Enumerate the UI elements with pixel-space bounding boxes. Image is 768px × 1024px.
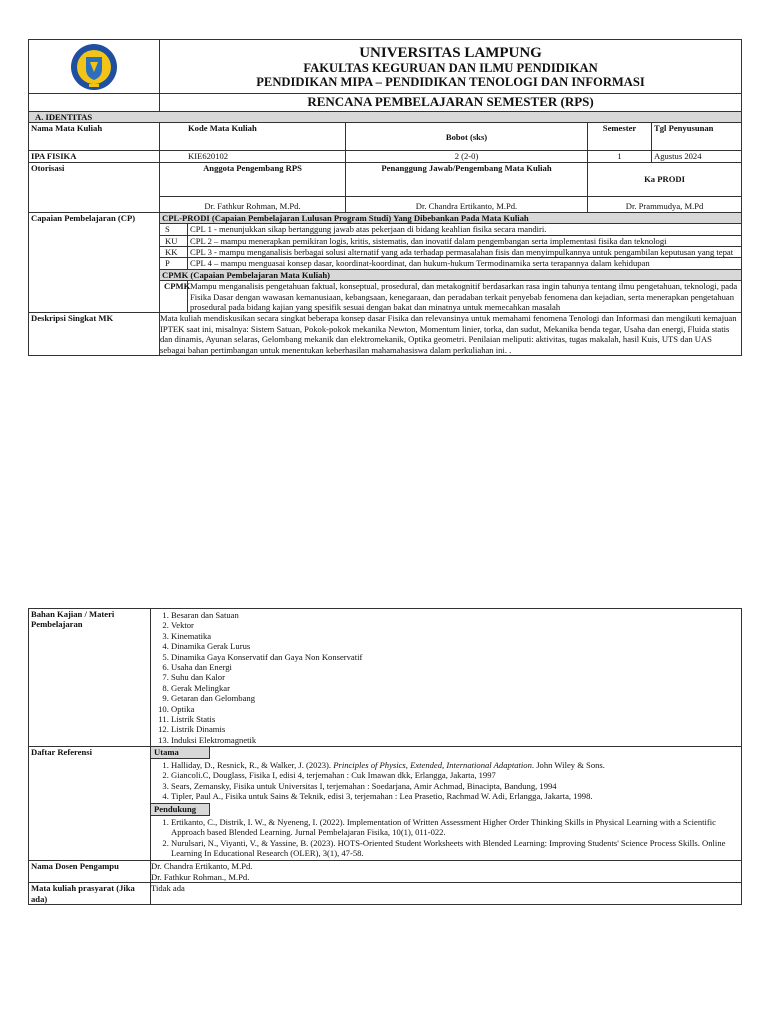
reference-item bbox=[171, 770, 741, 780]
cpl-text: CPL 1 - menunjukkan sikap bertanggung jawab atas pekerjaan di bidang keahlian fisika secara mandiri. bbox=[188, 224, 742, 235]
document-title: RENCANA PEMBELAJARAN SEMESTER (RPS) bbox=[160, 94, 742, 112]
bahan-item: 11. Listrik Statis bbox=[171, 714, 739, 724]
signer-penanggung-jawab: Dr. Chandra Ertikanto, M.Pd. bbox=[346, 196, 588, 212]
bahan-item: 7. Suhu dan Kalor bbox=[171, 672, 739, 682]
deskripsi-text: Mata kuliah mendiskusikan secara singkat beberapa konsep dasar Fisika dan relevansinya untuk memahami fenomena Tenologi dan Informasi dan mengikuti kemajuan IPTEK saat ini, misalnya: Sistem Satuan, Pokok-pokok mekanika Newton, Momentum linier, torka, dan sudut, Mekanika benda tegar, Usaha dan energi, Fluida statis dan dinamis, Ayunan selaras, Gelombang mekanik dan elektromekanik, Optika geometri. Penilaian meliputi: aktivitas, tugas makalah, hasil Kuis, UTS dan UAS sebagai bahan pertimbangan untuk menentukan keberhasilan mahamahasiswa dalam perkuliahan ini. . bbox=[160, 313, 742, 356]
university-name: UNIVERSITAS LAMPUNG bbox=[359, 44, 542, 61]
label-penanggung-jawab: Penanggung Jawab/Pengembang Mata Kuliah bbox=[346, 162, 588, 196]
col-nama-mk: Nama Mata Kuliah bbox=[29, 123, 160, 151]
title-cell bbox=[160, 40, 742, 94]
cpl-code: P bbox=[160, 258, 188, 269]
reference-item bbox=[171, 781, 741, 791]
reference-item: 1. Ertikanto, C., Distrik, I. W., & Nyeneng, I. (2022). Implementation of Written Assessment Higher Order Thinking Skills in Physical Learning with a Scientific Approach based Blended Learning. Jurnal Pembelajaran Fisika, 10(1), 011-022. bbox=[171, 817, 741, 838]
cpl-code: S bbox=[160, 224, 188, 235]
label-deskripsi: Deskripsi Singkat MK bbox=[29, 313, 160, 356]
label-daftar-referensi: Daftar Referensi bbox=[29, 747, 151, 861]
reference-text: Halliday, D., Resnick, R., & Walker, J. (2023). bbox=[171, 759, 334, 770]
value-nama-mk: IPA FISIKA bbox=[29, 151, 160, 162]
faculty-name: FAKULTAS KEGURUAN DAN ILMU PENDIDIKAN bbox=[303, 60, 598, 75]
col-kode-mk: Kode Mata Kuliah bbox=[160, 123, 346, 151]
reference-text: Sears, Zemansky, Fisika untuk Universitas I, terjemahan : Soedarjana, Amir Achmad, Binacipta, Bandung, 1994 bbox=[171, 780, 557, 791]
bahan-item: 13. Induksi Elektromagnetik bbox=[171, 735, 739, 745]
value-bobot: 2 (2-0) bbox=[346, 151, 588, 162]
utama-label: Utama bbox=[151, 747, 210, 758]
bahan-item: 3. Kinematika bbox=[171, 631, 739, 641]
signer-ka-prodi: Dr. Prammudya, M.Pd bbox=[588, 196, 742, 212]
dosen-name: Dr. Chandra Ertikanto, M.Pd. bbox=[151, 861, 253, 872]
cpl-text: CPL 4 – mampu menguasai konsep dasar, koordinat-koordinat, dan hukum-hukum Termodinamika serta terapannya dalam kehidupan bbox=[188, 258, 742, 269]
cpl-code: KU bbox=[160, 235, 188, 246]
cpmk-text: Mampu menganalisis pengetahuan faktual, konseptual, prosedural, dan metakognitif berdasarkan rasa ingin tahunya tentang ilmu pengetahuan, teknologi, pada Fisika Dasar dengan wawasan kemanusiaan, kebangsaan, kenegaraan, dan peradaban terkait penyebab fenomena dan kejadian, serta menerapkan pengetahuan prosedural pada bidang kajian yang spesifik sesuai dengan bakat dan minatnya untuk memecahkan masalah bbox=[188, 281, 742, 313]
rps-references-table bbox=[28, 608, 742, 905]
rps-header-table bbox=[28, 39, 742, 356]
bahan-kajian-list bbox=[151, 609, 742, 747]
university-logo-icon bbox=[65, 42, 123, 92]
bahan-item: 12. Listrik Dinamis bbox=[171, 724, 739, 734]
program-name: PENDIDIKAN MIPA – PENDIDIKAN TENOLOGI DAN INFORMASI bbox=[256, 74, 645, 89]
col-semester: Semester bbox=[588, 123, 652, 151]
rps-page-bottom bbox=[28, 608, 741, 905]
cpl-text: CPL 3 - mampu menganalisis berbagai solusi alternatif yang ada terhadap permasalahan fisis dan menyimpulkannya untuk pengambilan keputusan yang tepat bbox=[188, 247, 742, 258]
reference-title: Principles of Physics, Extended, International Adaptation bbox=[333, 759, 532, 770]
label-prasyarat: Mata kuliah prasyarat (Jika ada) bbox=[29, 883, 151, 905]
reference-publisher: . John Wiley & Sons. bbox=[531, 759, 605, 770]
reference-item: 2. Nurulsari, N., Viyanti, V., & Yassine, B. (2023). HOTS-Oriented Student Worksheets with Blended Learning: Improving Students' Science Process Skills. Online Learning In Educational Research (OLER), 3(1), 47-58. bbox=[171, 838, 741, 859]
bahan-item: 9. Getaran dan Gelombang bbox=[171, 693, 739, 703]
referensi-cell bbox=[151, 747, 742, 861]
bahan-ordered-list bbox=[153, 610, 739, 745]
col-tgl: Tgl Penyusunan bbox=[652, 123, 742, 151]
dosen-cell bbox=[151, 861, 742, 883]
bahan-item: 1. Besaran dan Satuan bbox=[171, 610, 739, 620]
signer-anggota: Dr. Fathkur Rohman, M.Pd. bbox=[160, 196, 346, 212]
header-blank bbox=[29, 94, 160, 112]
value-tgl: Agustus 2024 bbox=[652, 151, 742, 162]
label-otorisasi: Otorisasi bbox=[29, 162, 160, 212]
cpmk-header: CPMK (Capaian Pembelajaran Mata Kuliah) bbox=[160, 269, 742, 280]
label-ka-prodi: Ka PRODI bbox=[588, 162, 742, 196]
label-bahan-kajian: Bahan Kajian / Materi Pembelajaran bbox=[29, 609, 151, 747]
dosen-name: Dr. Fathkur Rohman., M.Pd. bbox=[151, 871, 250, 882]
utama-list bbox=[151, 760, 741, 802]
bahan-item: 5. Dinamika Gaya Konservatif dan Gaya Non Konservatif bbox=[171, 652, 739, 662]
reference-item bbox=[171, 760, 741, 770]
reference-text: Tipler, Paul A., Fisika untuk Sains & Teknik, edisi 3, terjemahan : Lea Prasetio, Rachmad W. Adi, Erlangga, Jakarta, 1998. bbox=[171, 790, 593, 801]
col-bobot: Bobot (sks) bbox=[346, 123, 588, 151]
cpl-header: CPL-PRODI (Capaian Pembelajaran Lulusan Program Studi) Yang Dibebankan Pada Mata Kuliah bbox=[160, 212, 742, 223]
label-anggota: Anggota Pengembang RPS bbox=[160, 162, 346, 196]
cpl-text: CPL 2 – mampu menerapkan pemikiran logis, kritis, sistematis, dan inovatif dalam pengembangan serta implementasi fisika dan teknologi bbox=[188, 235, 742, 246]
rps-page-top bbox=[28, 39, 741, 356]
label-capaian: Capaian Pembelajaran (CP) bbox=[29, 212, 160, 313]
logo-cell bbox=[29, 40, 160, 94]
section-identitas: A. IDENTITAS bbox=[29, 112, 742, 123]
label-dosen: Nama Dosen Pengampu bbox=[29, 861, 151, 883]
pendukung-list bbox=[151, 817, 741, 859]
bahan-item: 8. Gerak Melingkar bbox=[171, 683, 739, 693]
bahan-item: 2. Vektor bbox=[171, 620, 739, 630]
value-semester: 1 bbox=[588, 151, 652, 162]
bahan-item: 6. Usaha dan Energi bbox=[171, 662, 739, 672]
value-kode-mk: KIE620102 bbox=[160, 151, 346, 162]
prasyarat-value: Tidak ada bbox=[151, 883, 742, 905]
bahan-item: 10. Optika bbox=[171, 704, 739, 714]
bahan-item: 4. Dinamika Gerak Lurus bbox=[171, 641, 739, 651]
reference-item bbox=[171, 791, 741, 801]
cpmk-code: CPMK bbox=[160, 281, 188, 313]
reference-text: Giancoli.C, Douglass, Fisika I, edisi 4, terjemahan : Cuk Imawan dkk, Erlangga, Jakarta, 1997 bbox=[171, 770, 496, 781]
cpl-code: KK bbox=[160, 247, 188, 258]
pendukung-label: Pendukung bbox=[151, 803, 210, 815]
